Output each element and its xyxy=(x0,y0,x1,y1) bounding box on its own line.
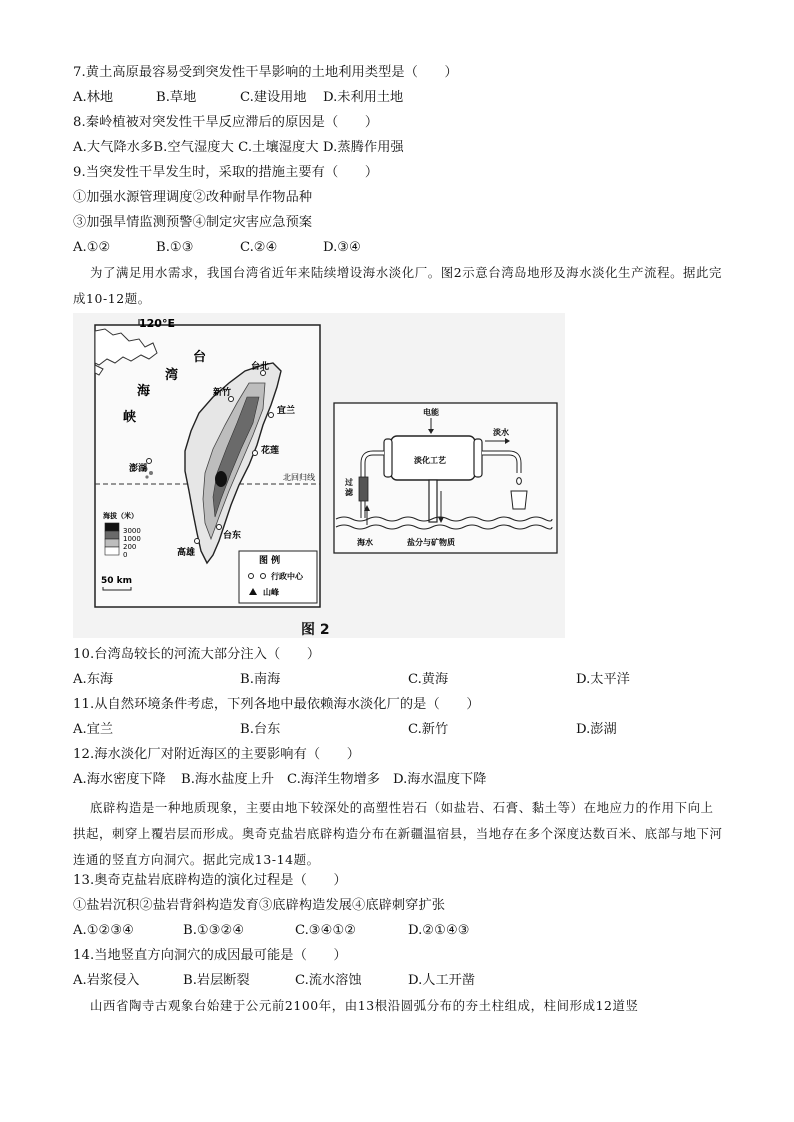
taibei-label: 台北 xyxy=(251,362,270,372)
q9-stem: 9.当突发性干旱发生时，采取的措施主要有（ ） xyxy=(73,165,379,180)
strait-char-4: 峡 xyxy=(123,410,137,425)
q14-stem: 14.当地竖直方向洞穴的成因最可能是（ ） xyxy=(73,948,347,963)
q12-option-c: C.海洋生物增多 xyxy=(287,772,380,787)
longitude-label: 120°E xyxy=(139,317,175,330)
q12-option-a: A.海水密度下降 xyxy=(73,772,166,787)
yilan-marker xyxy=(269,413,274,418)
q10-stem: 10.台湾岛较长的河流大部分注入（ ） xyxy=(73,647,321,662)
strait-char-2: 湾 xyxy=(165,368,179,383)
xinzhu-label: 新竹 xyxy=(213,388,232,398)
q7-option-b: B.草地 xyxy=(156,90,197,105)
q9-items-line1: ①加强水源管理调度②改种耐旱作物品种 xyxy=(73,190,313,205)
penghu-label: 澎湖 xyxy=(129,464,148,474)
q13-option-b: B.①③②④ xyxy=(183,923,245,938)
q10-option-a: A.东海 xyxy=(73,672,114,687)
q14-option-c: C.流水溶蚀 xyxy=(295,973,362,988)
q9-option-a: A.①② xyxy=(73,240,111,255)
elevation-swatch-1000 xyxy=(105,531,119,539)
q10-option-c: C.黄海 xyxy=(408,672,449,687)
q10-options xyxy=(73,671,733,689)
q11-option-c: C.新竹 xyxy=(408,722,449,737)
penghu-marker xyxy=(147,459,152,464)
q14-options xyxy=(73,972,733,990)
scale-label: 50 km xyxy=(101,576,133,586)
strait-char-1: 台 xyxy=(193,350,207,365)
figure-2-drawing xyxy=(73,313,565,638)
q11-option-a: A.宜兰 xyxy=(73,722,114,737)
elevation-title: 海拔（米） xyxy=(103,512,138,520)
taidong-label: 台东 xyxy=(223,531,242,541)
figure-2 xyxy=(73,313,565,638)
q13-option-c: C.③④①② xyxy=(295,923,357,938)
q11-stem: 11.从自然环境条件考虑，下列各地中最依赖海水淡化厂的是（ ） xyxy=(73,697,480,712)
elevation-swatch-200 xyxy=(105,539,119,547)
q8-options: A.大气降水多B.空气湿度大 C.土壤湿度大 D.蒸腾作用强 xyxy=(73,140,404,155)
q14-option-b: B.岩层断裂 xyxy=(183,973,250,988)
q12-options xyxy=(73,771,733,789)
strait-char-3: 海 xyxy=(137,384,151,399)
intro-paragraph-13-14: 底辟构造是一种地质现象，主要由地下较深处的高塑性岩石（如盐岩、石膏、黏土等）在地应力的作用下向上拱起，刺穿上覆岩层而形成。奥奇克盐岩底辟构造分布在新疆温宿县，当地存在多个深度达数百米、底部与地下河连通的竖直方向洞穴。据此完成13-14题。 xyxy=(73,800,723,867)
q8-stem: 8.秦岭植被对突发性干旱反应滞后的原因是（ ） xyxy=(73,115,379,130)
filter-char-2: 滤 xyxy=(345,488,353,497)
q13-items: ①盐岩沉积②盐岩背斜构造发育③底辟构造发展④底辟刺穿扩张 xyxy=(73,898,446,913)
q7-stem: 7.黄土高原最容易受到突发性干旱影响的土地利用类型是（ ） xyxy=(73,65,458,80)
legend-title: 图 例 xyxy=(259,556,281,566)
legend-admin-symbol xyxy=(249,574,254,579)
q13-option-d: D.②①④③ xyxy=(408,923,470,938)
filter-char-1: 过 xyxy=(345,478,353,487)
legend-admin-symbol xyxy=(261,574,266,579)
q14-option-a: A.岩浆侵入 xyxy=(73,973,140,988)
q9-options xyxy=(73,239,733,257)
figure-caption: 图 2 xyxy=(301,622,330,638)
gaoxiong-label: 高雄 xyxy=(177,548,196,558)
q13-stem: 13.奥奇克盐岩底辟构造的演化过程是（ ） xyxy=(73,873,347,888)
energy-label: 电能 xyxy=(423,408,439,417)
seawater-label: 海水 xyxy=(357,538,373,547)
q11-option-d: D.澎湖 xyxy=(576,722,617,737)
taidong-marker xyxy=(217,525,222,530)
q13-option-a: A.①②③④ xyxy=(73,923,135,938)
water-drop xyxy=(517,478,522,485)
hualian-label: 花莲 xyxy=(261,446,280,456)
elevation-level-0: 0 xyxy=(123,551,128,559)
q12-option-b: B.海水盐度上升 xyxy=(181,772,275,787)
peak-area xyxy=(215,471,227,487)
legend-admin-label: 行政中心 xyxy=(271,572,303,581)
elevation-level-3000: 3000 xyxy=(123,527,141,535)
q10-option-b: B.南海 xyxy=(240,672,281,687)
q10-option-d: D.太平洋 xyxy=(576,672,630,687)
yilan-label: 宜兰 xyxy=(277,406,296,416)
q7-option-c: C.建设用地 xyxy=(240,90,307,105)
penghu-islet xyxy=(145,475,148,478)
salt-minerals-label: 盐分与矿物质 xyxy=(407,538,455,547)
tank-cap-right xyxy=(474,439,482,477)
q9-option-c: C.②④ xyxy=(240,240,278,255)
q9-items-line2: ③加强旱情监测预警④制定灾害应急预案 xyxy=(73,215,313,230)
q7-option-a: A.林地 xyxy=(73,90,114,105)
legend-peak-label: 山峰 xyxy=(263,588,279,597)
elevation-swatch-0 xyxy=(105,547,119,555)
q9-option-b: B.①③ xyxy=(156,240,194,255)
q7-option-d: D.未利用土地 xyxy=(323,90,404,105)
gaoxiong-marker xyxy=(195,539,200,544)
elevation-level-1000: 1000 xyxy=(123,535,141,543)
fresh-water-label: 淡水 xyxy=(493,428,509,437)
q12-option-d: D.海水温度下降 xyxy=(393,772,487,787)
water-cup xyxy=(511,491,527,509)
intro-paragraph-10-12: 为了满足用水需求，我国台湾省近年来陆续增设海水淡化厂。图2示意台湾岛地形及海水淡化生产流程。据此完成10-12题。 xyxy=(73,265,723,306)
q13-options xyxy=(73,922,733,940)
tank-cap-left xyxy=(384,439,392,477)
hualian-marker xyxy=(253,451,258,456)
elevation-level-200: 200 xyxy=(123,543,137,551)
q12-stem: 12.海水淡化厂对附近海区的主要影响有（ ） xyxy=(73,747,361,762)
discharge-pipe xyxy=(429,480,437,522)
tropic-label: 北回归线 xyxy=(283,473,315,482)
process-label: 淡化工艺 xyxy=(414,456,446,465)
q11-options xyxy=(73,721,733,739)
q11-option-b: B.台东 xyxy=(240,722,281,737)
intro-paragraph-15: 山西省陶寺古观象台始建于公元前2100年，由13根沿圆弧分布的夯土柱组成，柱间形成12道竖 xyxy=(90,998,639,1013)
penghu-islet xyxy=(149,471,153,475)
q9-option-d: D.③④ xyxy=(323,240,361,255)
elevation-swatch-3000 xyxy=(105,523,119,531)
filter-unit xyxy=(359,477,368,501)
q14-option-d: D.人工开凿 xyxy=(408,973,476,988)
q7-options xyxy=(73,89,733,107)
